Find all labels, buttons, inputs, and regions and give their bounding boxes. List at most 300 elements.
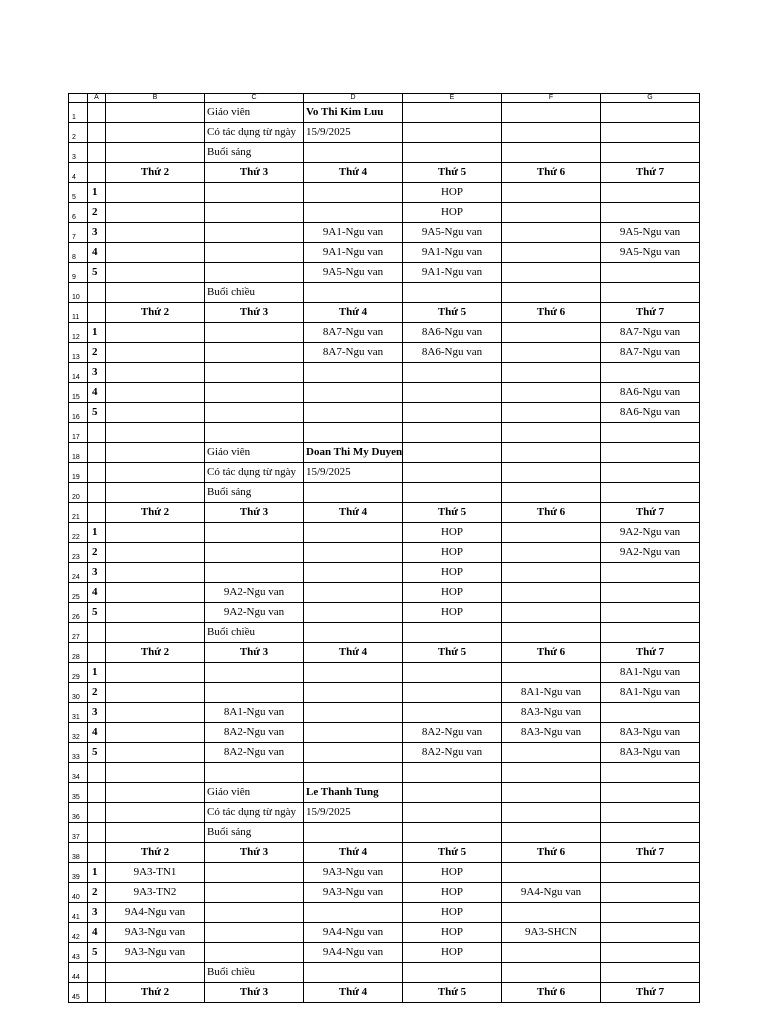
row-number[interactable]: 32 [69,723,88,743]
sheet-cell[interactable] [106,703,205,723]
row-number[interactable]: 2 [69,123,88,143]
sheet-cell[interactable] [601,183,700,203]
sheet-cell[interactable]: Thứ 5 [403,503,502,523]
column-header[interactable]: E [403,94,502,103]
sheet-cell[interactable] [601,823,700,843]
sheet-cell[interactable] [205,183,304,203]
sheet-cell[interactable] [205,683,304,703]
sheet-cell[interactable] [106,183,205,203]
period-cell[interactable]: 5 [88,943,106,963]
sheet-cell[interactable] [403,363,502,383]
sheet-cell[interactable]: 8A3-Ngu van [502,723,601,743]
sheet-cell[interactable] [106,263,205,283]
sheet-cell[interactable]: 15/9/2025 [304,803,403,823]
sheet-cell[interactable]: Buổi chiều [205,283,304,303]
sheet-cell[interactable]: HOP [403,923,502,943]
sheet-cell[interactable]: HOP [403,943,502,963]
sheet-cell[interactable] [106,743,205,763]
sheet-cell[interactable] [106,423,205,443]
sheet-cell[interactable]: 9A3-TN1 [106,863,205,883]
sheet-cell[interactable] [502,963,601,983]
sheet-cell[interactable]: Thứ 4 [304,303,403,323]
sheet-cell[interactable]: 8A2-Ngu van [205,723,304,743]
sheet-cell[interactable]: 8A6-Ngu van [601,403,700,423]
sheet-cell[interactable]: Thứ 3 [205,643,304,663]
sheet-cell[interactable] [403,483,502,503]
sheet-cell[interactable] [502,223,601,243]
sheet-cell[interactable]: 8A1-Ngu van [502,683,601,703]
sheet-cell[interactable] [502,803,601,823]
sheet-cell[interactable]: 9A2-Ngu van [601,523,700,543]
sheet-cell[interactable] [106,383,205,403]
column-header[interactable]: G [601,94,700,103]
period-cell[interactable]: 5 [88,603,106,623]
column-header[interactable]: F [502,94,601,103]
sheet-cell[interactable] [106,663,205,683]
sheet-cell[interactable] [205,403,304,423]
sheet-cell[interactable] [205,423,304,443]
sheet-cell[interactable]: Thứ 6 [502,163,601,183]
sheet-cell[interactable] [601,423,700,443]
row-number[interactable]: 1 [69,103,88,123]
sheet-cell[interactable]: Giáo viên [205,783,304,803]
sheet-cell[interactable] [601,443,700,463]
sheet-cell[interactable] [502,443,601,463]
sheet-cell[interactable] [502,203,601,223]
sheet-cell[interactable] [403,763,502,783]
sheet-cell[interactable]: Thứ 3 [205,503,304,523]
sheet-cell[interactable]: Thứ 5 [403,643,502,663]
sheet-cell[interactable] [304,183,403,203]
sheet-cell[interactable]: 8A2-Ngu van [205,743,304,763]
sheet-cell[interactable] [601,483,700,503]
sheet-cell[interactable]: Thứ 7 [601,643,700,663]
sheet-cell[interactable] [502,123,601,143]
period-cell[interactable]: 3 [88,563,106,583]
period-cell[interactable]: 1 [88,523,106,543]
sheet-cell[interactable]: 9A2-Ngu van [205,583,304,603]
sheet-cell[interactable] [502,603,601,623]
sheet-cell[interactable] [601,783,700,803]
sheet-cell[interactable] [304,363,403,383]
row-number[interactable]: 30 [69,683,88,703]
sheet-cell[interactable]: Thứ 4 [304,983,403,1003]
row-number[interactable]: 26 [69,603,88,623]
sheet-cell[interactable]: HOP [403,863,502,883]
sheet-cell[interactable] [88,283,106,303]
sheet-cell[interactable] [601,703,700,723]
sheet-cell[interactable] [502,583,601,603]
sheet-cell[interactable] [502,663,601,683]
sheet-cell[interactable]: HOP [403,603,502,623]
sheet-cell[interactable] [106,603,205,623]
row-number[interactable]: 12 [69,323,88,343]
column-header[interactable]: B [106,94,205,103]
sheet-cell[interactable]: Thứ 5 [403,303,502,323]
sheet-cell[interactable]: 9A5-Ngu van [304,263,403,283]
sheet-cell[interactable] [502,423,601,443]
sheet-cell[interactable]: 9A2-Ngu van [601,543,700,563]
sheet-cell[interactable]: 9A2-Ngu van [205,603,304,623]
row-number[interactable]: 5 [69,183,88,203]
sheet-cell[interactable] [106,343,205,363]
sheet-cell[interactable]: 15/9/2025 [304,463,403,483]
row-number[interactable]: 27 [69,623,88,643]
row-number[interactable]: 45 [69,983,88,1003]
sheet-cell[interactable]: Có tác dụng từ ngày [205,123,304,143]
sheet-cell[interactable] [304,723,403,743]
sheet-cell[interactable] [502,863,601,883]
row-number[interactable]: 23 [69,543,88,563]
sheet-cell[interactable]: Thứ 7 [601,303,700,323]
row-number[interactable]: 40 [69,883,88,903]
period-cell[interactable]: 3 [88,223,106,243]
sheet-cell[interactable] [601,363,700,383]
sheet-cell[interactable]: Thứ 5 [403,843,502,863]
row-number[interactable]: 24 [69,563,88,583]
sheet-cell[interactable]: Giáo viên [205,103,304,123]
period-cell[interactable]: 2 [88,543,106,563]
sheet-cell[interactable] [403,703,502,723]
sheet-cell[interactable] [88,823,106,843]
sheet-cell[interactable] [106,723,205,743]
sheet-cell[interactable] [304,603,403,623]
period-cell[interactable]: 2 [88,343,106,363]
sheet-cell[interactable]: Có tác dụng từ ngày [205,463,304,483]
sheet-cell[interactable]: Thứ 7 [601,983,700,1003]
sheet-cell[interactable]: 9A4-Ngu van [304,943,403,963]
sheet-cell[interactable]: Thứ 5 [403,983,502,1003]
sheet-cell[interactable]: 9A3-Ngu van [106,923,205,943]
sheet-cell[interactable] [304,423,403,443]
column-header[interactable]: D [304,94,403,103]
sheet-cell[interactable] [106,823,205,843]
row-number[interactable]: 16 [69,403,88,423]
sheet-cell[interactable] [205,903,304,923]
sheet-cell[interactable] [601,123,700,143]
sheet-cell[interactable]: 8A1-Ngu van [601,663,700,683]
sheet-cell[interactable] [403,783,502,803]
sheet-cell[interactable] [106,563,205,583]
sheet-cell[interactable] [403,803,502,823]
sheet-cell[interactable] [205,203,304,223]
sheet-cell[interactable] [88,163,106,183]
sheet-cell[interactable]: 9A3-SHCN [502,923,601,943]
sheet-cell[interactable] [304,823,403,843]
period-cell[interactable]: 4 [88,923,106,943]
sheet-cell[interactable]: 9A1-Ngu van [304,223,403,243]
sheet-cell[interactable] [106,443,205,463]
sheet-cell[interactable]: 9A3-Ngu van [304,883,403,903]
sheet-cell[interactable]: Thứ 3 [205,303,304,323]
sheet-cell[interactable] [601,963,700,983]
sheet-cell[interactable] [106,483,205,503]
row-number[interactable]: 37 [69,823,88,843]
sheet-cell[interactable] [106,403,205,423]
sheet-cell[interactable] [106,963,205,983]
sheet-cell[interactable] [502,263,601,283]
sheet-cell[interactable] [205,943,304,963]
row-number[interactable]: 41 [69,903,88,923]
sheet-cell[interactable]: Thứ 4 [304,163,403,183]
sheet-cell[interactable]: 8A7-Ngu van [601,323,700,343]
period-cell[interactable]: 3 [88,903,106,923]
sheet-cell[interactable] [106,803,205,823]
row-number[interactable]: 14 [69,363,88,383]
period-cell[interactable]: 1 [88,323,106,343]
period-cell[interactable]: 1 [88,863,106,883]
period-cell[interactable]: 2 [88,883,106,903]
row-number[interactable]: 19 [69,463,88,483]
sheet-cell[interactable] [502,243,601,263]
sheet-cell[interactable]: Thứ 7 [601,503,700,523]
period-cell[interactable]: 1 [88,663,106,683]
sheet-cell[interactable] [88,123,106,143]
sheet-cell[interactable]: 8A7-Ngu van [304,343,403,363]
sheet-cell[interactable]: 9A3-Ngu van [304,863,403,883]
sheet-cell[interactable]: 9A5-Ngu van [601,223,700,243]
sheet-cell[interactable] [403,823,502,843]
sheet-cell[interactable]: Thứ 3 [205,983,304,1003]
sheet-cell[interactable] [403,623,502,643]
sheet-cell[interactable] [403,463,502,483]
sheet-cell[interactable] [304,743,403,763]
sheet-cell[interactable] [601,463,700,483]
sheet-cell[interactable]: 8A7-Ngu van [601,343,700,363]
sheet-cell[interactable] [205,663,304,683]
sheet-cell[interactable]: 8A3-Ngu van [502,703,601,723]
sheet-cell[interactable] [88,103,106,123]
sheet-cell[interactable] [88,503,106,523]
sheet-cell[interactable]: 9A1-Ngu van [304,243,403,263]
row-number[interactable]: 4 [69,163,88,183]
sheet-cell[interactable] [502,623,601,643]
row-number[interactable]: 43 [69,943,88,963]
period-cell[interactable]: 4 [88,723,106,743]
sheet-cell[interactable] [502,183,601,203]
sheet-cell[interactable]: Thứ 6 [502,643,601,663]
sheet-cell[interactable] [106,763,205,783]
sheet-cell[interactable] [403,103,502,123]
row-number[interactable]: 35 [69,783,88,803]
sheet-cell[interactable] [601,143,700,163]
row-number[interactable]: 34 [69,763,88,783]
sheet-cell[interactable] [304,683,403,703]
sheet-cell[interactable] [106,583,205,603]
sheet-cell[interactable] [304,623,403,643]
sheet-cell[interactable] [106,323,205,343]
row-number[interactable]: 28 [69,643,88,663]
sheet-cell[interactable] [88,643,106,663]
row-number[interactable]: 17 [69,423,88,443]
sheet-cell[interactable] [502,463,601,483]
sheet-cell[interactable]: 9A4-Ngu van [106,903,205,923]
sheet-cell[interactable] [601,903,700,923]
sheet-cell[interactable]: Thứ 5 [403,163,502,183]
sheet-cell[interactable] [304,703,403,723]
sheet-cell[interactable] [106,523,205,543]
sheet-cell[interactable] [106,783,205,803]
sheet-cell[interactable] [601,583,700,603]
sheet-cell[interactable]: Thứ 4 [304,643,403,663]
sheet-cell[interactable] [502,903,601,923]
row-number[interactable]: 44 [69,963,88,983]
period-cell[interactable]: 4 [88,383,106,403]
sheet-cell[interactable] [106,543,205,563]
sheet-cell[interactable]: Có tác dụng từ ngày [205,803,304,823]
sheet-cell[interactable]: Thứ 2 [106,643,205,663]
sheet-cell[interactable]: Thứ 2 [106,303,205,323]
sheet-cell[interactable] [502,563,601,583]
sheet-cell[interactable]: 8A6-Ngu van [601,383,700,403]
column-header[interactable]: A [88,94,106,103]
sheet-cell[interactable]: HOP [403,543,502,563]
sheet-cell[interactable] [304,443,403,463]
sheet-cell[interactable] [403,403,502,423]
corner-cell[interactable] [69,94,88,103]
sheet-cell[interactable] [304,583,403,603]
sheet-cell[interactable] [502,343,601,363]
sheet-cell[interactable]: Thứ 6 [502,843,601,863]
sheet-cell[interactable] [88,303,106,323]
sheet-cell[interactable]: Thứ 3 [205,843,304,863]
sheet-cell[interactable] [106,103,205,123]
sheet-cell[interactable]: Buổi chiều [205,963,304,983]
row-number[interactable]: 10 [69,283,88,303]
sheet-cell[interactable]: Thứ 6 [502,503,601,523]
sheet-cell[interactable] [601,283,700,303]
sheet-cell[interactable] [403,683,502,703]
period-cell[interactable]: 3 [88,703,106,723]
row-number[interactable]: 31 [69,703,88,723]
sheet-cell[interactable]: 8A1-Ngu van [601,683,700,703]
sheet-cell[interactable] [502,103,601,123]
sheet-cell[interactable]: Buổi sáng [205,483,304,503]
sheet-cell[interactable] [205,923,304,943]
sheet-cell[interactable]: 9A5-Ngu van [601,243,700,263]
sheet-cell[interactable] [106,363,205,383]
period-cell[interactable]: 2 [88,203,106,223]
sheet-cell[interactable] [403,423,502,443]
sheet-cell[interactable] [205,263,304,283]
sheet-cell[interactable] [205,523,304,543]
sheet-cell[interactable] [106,143,205,163]
period-cell[interactable]: 5 [88,403,106,423]
sheet-cell[interactable]: 9A3-Ngu van [106,943,205,963]
sheet-cell[interactable]: HOP [403,583,502,603]
sheet-cell[interactable] [502,523,601,543]
sheet-cell[interactable] [502,403,601,423]
sheet-cell[interactable] [403,123,502,143]
sheet-cell[interactable] [88,963,106,983]
sheet-cell[interactable] [88,483,106,503]
sheet-cell[interactable] [106,463,205,483]
sheet-cell[interactable] [502,763,601,783]
sheet-cell[interactable] [304,283,403,303]
sheet-cell[interactable] [601,763,700,783]
row-number[interactable]: 22 [69,523,88,543]
sheet-cell[interactable] [205,363,304,383]
sheet-cell[interactable]: HOP [403,903,502,923]
period-cell[interactable]: 3 [88,363,106,383]
sheet-cell[interactable] [502,543,601,563]
sheet-cell[interactable]: Thứ 7 [601,843,700,863]
row-number[interactable]: 13 [69,343,88,363]
period-cell[interactable]: 4 [88,243,106,263]
row-number[interactable]: 20 [69,483,88,503]
sheet-cell[interactable]: 8A2-Ngu van [403,723,502,743]
sheet-cell[interactable]: HOP [403,183,502,203]
sheet-cell[interactable] [106,283,205,303]
sheet-cell[interactable] [601,603,700,623]
column-header[interactable]: C [205,94,304,103]
sheet-cell[interactable]: Thứ 2 [106,843,205,863]
sheet-cell[interactable] [88,763,106,783]
sheet-cell[interactable]: 8A6-Ngu van [403,343,502,363]
sheet-cell[interactable]: 9A3-TN2 [106,883,205,903]
sheet-cell[interactable] [601,803,700,823]
sheet-cell[interactable] [88,463,106,483]
row-number[interactable]: 29 [69,663,88,683]
sheet-cell[interactable] [88,423,106,443]
sheet-cell[interactable] [601,263,700,283]
sheet-cell[interactable]: Thứ 2 [106,983,205,1003]
sheet-cell[interactable] [502,383,601,403]
sheet-cell[interactable] [403,383,502,403]
sheet-cell[interactable] [304,903,403,923]
sheet-cell[interactable] [403,443,502,463]
row-number[interactable]: 9 [69,263,88,283]
sheet-cell[interactable] [601,883,700,903]
sheet-cell[interactable]: 9A4-Ngu van [304,923,403,943]
sheet-cell[interactable]: 9A4-Ngu van [502,883,601,903]
sheet-cell[interactable]: HOP [403,203,502,223]
row-number[interactable]: 3 [69,143,88,163]
sheet-cell[interactable] [304,403,403,423]
sheet-cell[interactable] [88,843,106,863]
row-number[interactable]: 36 [69,803,88,823]
row-number[interactable]: 38 [69,843,88,863]
row-number[interactable]: 25 [69,583,88,603]
row-number[interactable]: 39 [69,863,88,883]
sheet-cell[interactable]: HOP [403,563,502,583]
sheet-cell[interactable] [502,483,601,503]
sheet-cell[interactable]: 9A5-Ngu van [403,223,502,243]
sheet-cell[interactable]: 15/9/2025 [304,123,403,143]
sheet-cell[interactable] [205,563,304,583]
sheet-cell[interactable] [106,683,205,703]
sheet-cell[interactable]: HOP [403,883,502,903]
sheet-cell[interactable]: 9A1-Ngu van [403,243,502,263]
sheet-cell[interactable] [304,663,403,683]
sheet-cell[interactable] [502,283,601,303]
sheet-cell[interactable] [304,143,403,163]
sheet-cell[interactable] [304,523,403,543]
sheet-cell[interactable] [88,143,106,163]
sheet-cell[interactable] [205,883,304,903]
sheet-cell[interactable]: Thứ 3 [205,163,304,183]
sheet-cell[interactable]: 8A3-Ngu van [601,723,700,743]
period-cell[interactable]: 1 [88,183,106,203]
sheet-cell[interactable] [205,763,304,783]
sheet-cell[interactable] [106,243,205,263]
sheet-cell[interactable] [304,383,403,403]
sheet-cell[interactable]: Buổi sáng [205,143,304,163]
sheet-cell[interactable]: Thứ 7 [601,163,700,183]
sheet-cell[interactable] [601,623,700,643]
sheet-cell[interactable]: Thứ 2 [106,163,205,183]
period-cell[interactable]: 5 [88,263,106,283]
